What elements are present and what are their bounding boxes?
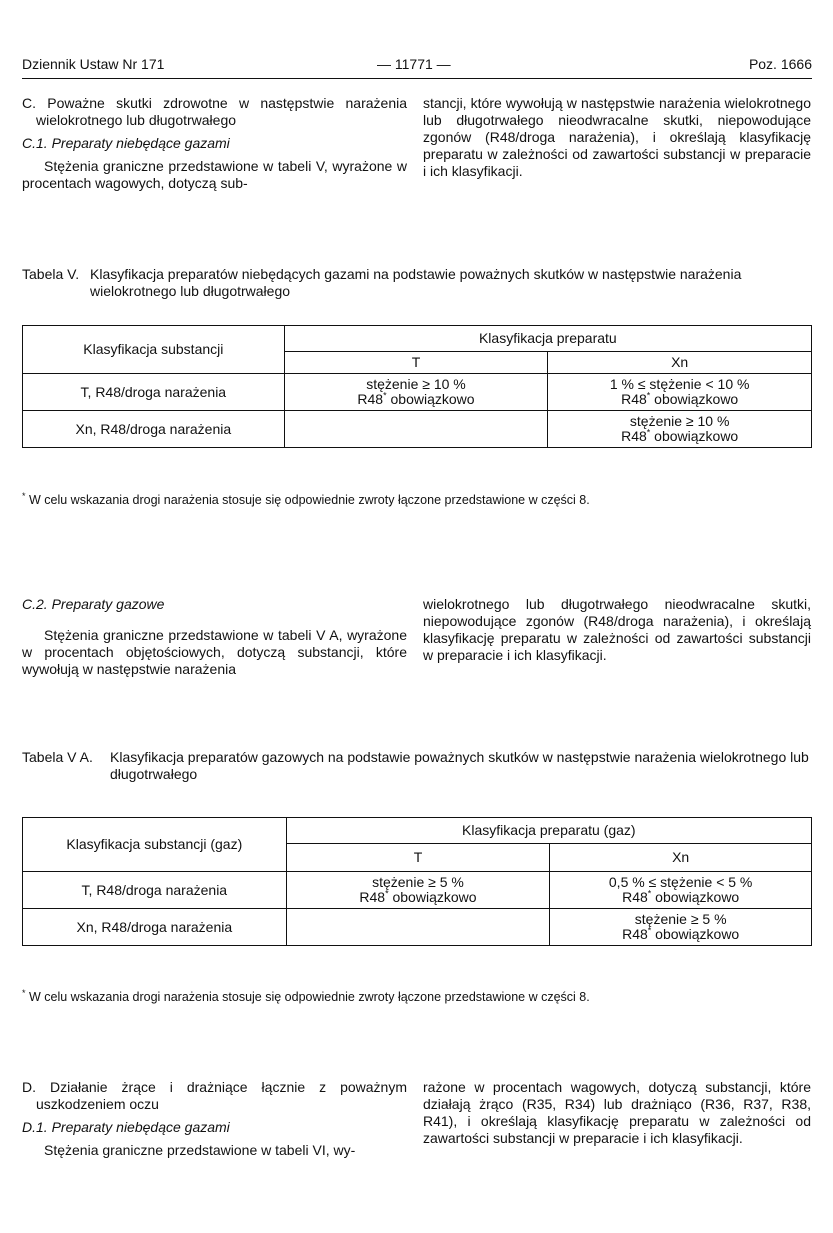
page-number: — 11771 — — [377, 56, 451, 72]
table-va — [22, 817, 812, 946]
table-v-caption: Tabela V. Klasyfikacja preparatów niebędących gazami na podstawie poważnych skutków w następstwie narażenia wielokrotnego lub długotrwałego — [22, 266, 742, 299]
section-d1-paragraph-left: Stężenia graniczne przedstawione w tabeli VI, wy- — [44, 1142, 356, 1158]
table-v-row1-xn: 1 % ≤ stężenie < 10 % R48* obowiązkowo — [548, 374, 812, 411]
section-d-left-column — [22, 1079, 407, 1159]
table-va-header-xn: Xn — [550, 844, 812, 872]
section-c2-paragraph-right: wielokrotnego lub długotrwałego nieodwracalne skutki, niepowodujące zgonów (R48/droga narażenia), i określają klasyfikację preparatu w zależności od zawartości substancji w preparacie i ich klasyfikacji. — [423, 596, 811, 663]
table-va-header-t: T — [286, 844, 550, 872]
table-v-row2-substance: Xn, R48/droga narażenia — [23, 411, 285, 448]
table-v-row1-t: stężenie ≥ 10 % R48* obowiązkowo — [284, 374, 548, 411]
table-row — [23, 374, 812, 411]
table-va-row2-substance: Xn, R48/droga narażenia — [23, 909, 287, 946]
section-c2-left-column — [22, 596, 407, 678]
table-va-row2-xn: stężenie ≥ 5 % R48* obowiązkowo — [550, 909, 812, 946]
position-number: Poz. 1666 — [748, 56, 812, 72]
table-va-row2-t — [286, 909, 550, 946]
table-va-header-substance: Klasyfikacja substancji (gaz) — [23, 818, 287, 872]
table-va-header-preparation: Klasyfikacja preparatu (gaz) — [286, 818, 811, 844]
table-va-row1-substance: T, R48/droga narażenia — [23, 872, 287, 909]
journal-title: Dziennik Ustaw Nr 171 — [22, 56, 165, 72]
section-c2-right-column — [423, 596, 811, 664]
table-v-row2-xn: stężenie ≥ 10 % R48* obowiązkowo — [548, 411, 812, 448]
section-c2-subheading: C.2. Preparaty gazowe — [22, 596, 165, 612]
section-d-heading: D. Działanie żrące i drażniące łącznie z poważnym uszkodzeniem oczu — [22, 1079, 408, 1112]
table-v-row1-substance: T, R48/droga narażenia — [23, 374, 285, 411]
table-va-caption: Tabela V A. Klasyfikacja preparatów gazowych na podstawie poważnych skutków w następstwie narażenia wielokrotnego lub długotrwałego — [22, 749, 809, 782]
section-c-right-column — [423, 95, 811, 180]
table-row — [23, 411, 812, 448]
section-c-heading: C. Poważne skutki zdrowotne w następstwie narażenia wielokrotnego lub długotrwałego — [22, 95, 407, 128]
table-v-footnote: * W celu wskazania drogi narażenia stosuje się odpowiednie zwroty łączone przedstawione w części 8. — [22, 490, 590, 507]
section-c1-subheading: C.1. Preparaty niebędące gazami — [22, 135, 230, 151]
section-c1-paragraph-left: Stężenia graniczne przedstawione w tabeli V, wyrażone w procentach wagowych, dotyczą sub- — [22, 158, 407, 191]
section-c-left-column — [22, 95, 407, 192]
section-d1-subheading: D.1. Preparaty niebędące gazami — [22, 1119, 230, 1135]
table-v-header-preparation: Klasyfikacja preparatu — [284, 326, 811, 352]
section-c1-paragraph-right: stancji, które wywołują w następstwie narażenia wielokrotnego lub długotrwałego nieodwracalne skutki, niepowodujące zgonów (R48/droga narażenia), i określają klasyfikację preparatu w zależności od zawartości substancji w preparacie i ich klasyfikacji. — [423, 95, 811, 179]
table-v-header-t: T — [284, 352, 548, 374]
table-v — [22, 325, 812, 448]
table-row — [23, 909, 812, 946]
page-header — [22, 56, 812, 79]
table-v-header-substance: Klasyfikacja substancji — [23, 326, 285, 374]
section-c2-paragraph-left: Stężenia graniczne przedstawione w tabeli V A, wyrażone w procentach objętościowych, dotyczą substancji, które wywołują w następstwie narażenia — [22, 627, 407, 677]
section-d-right-column — [423, 1079, 811, 1147]
table-va-row1-xn: 0,5 % ≤ stężenie < 5 % R48* obowiązkowo — [550, 872, 812, 909]
table-va-row1-t: stężenie ≥ 5 % R48* obowiązkowo — [286, 872, 550, 909]
table-v-row2-t — [284, 411, 548, 448]
table-va-footnote: * W celu wskazania drogi narażenia stosuje się odpowiednie zwroty łączone przedstawione w części 8. — [22, 987, 590, 1004]
section-d1-paragraph-right: rażone w procentach wagowych, dotyczą substancji, które działają żrąco (R35, R34) lub drażniąco (R36, R37, R38, R41), i określają klasyfikację preparatu w zależności od zawartości substancji w preparacie i ich klasyfikacji. — [423, 1079, 811, 1146]
table-v-header-xn: Xn — [548, 352, 812, 374]
table-row — [23, 872, 812, 909]
